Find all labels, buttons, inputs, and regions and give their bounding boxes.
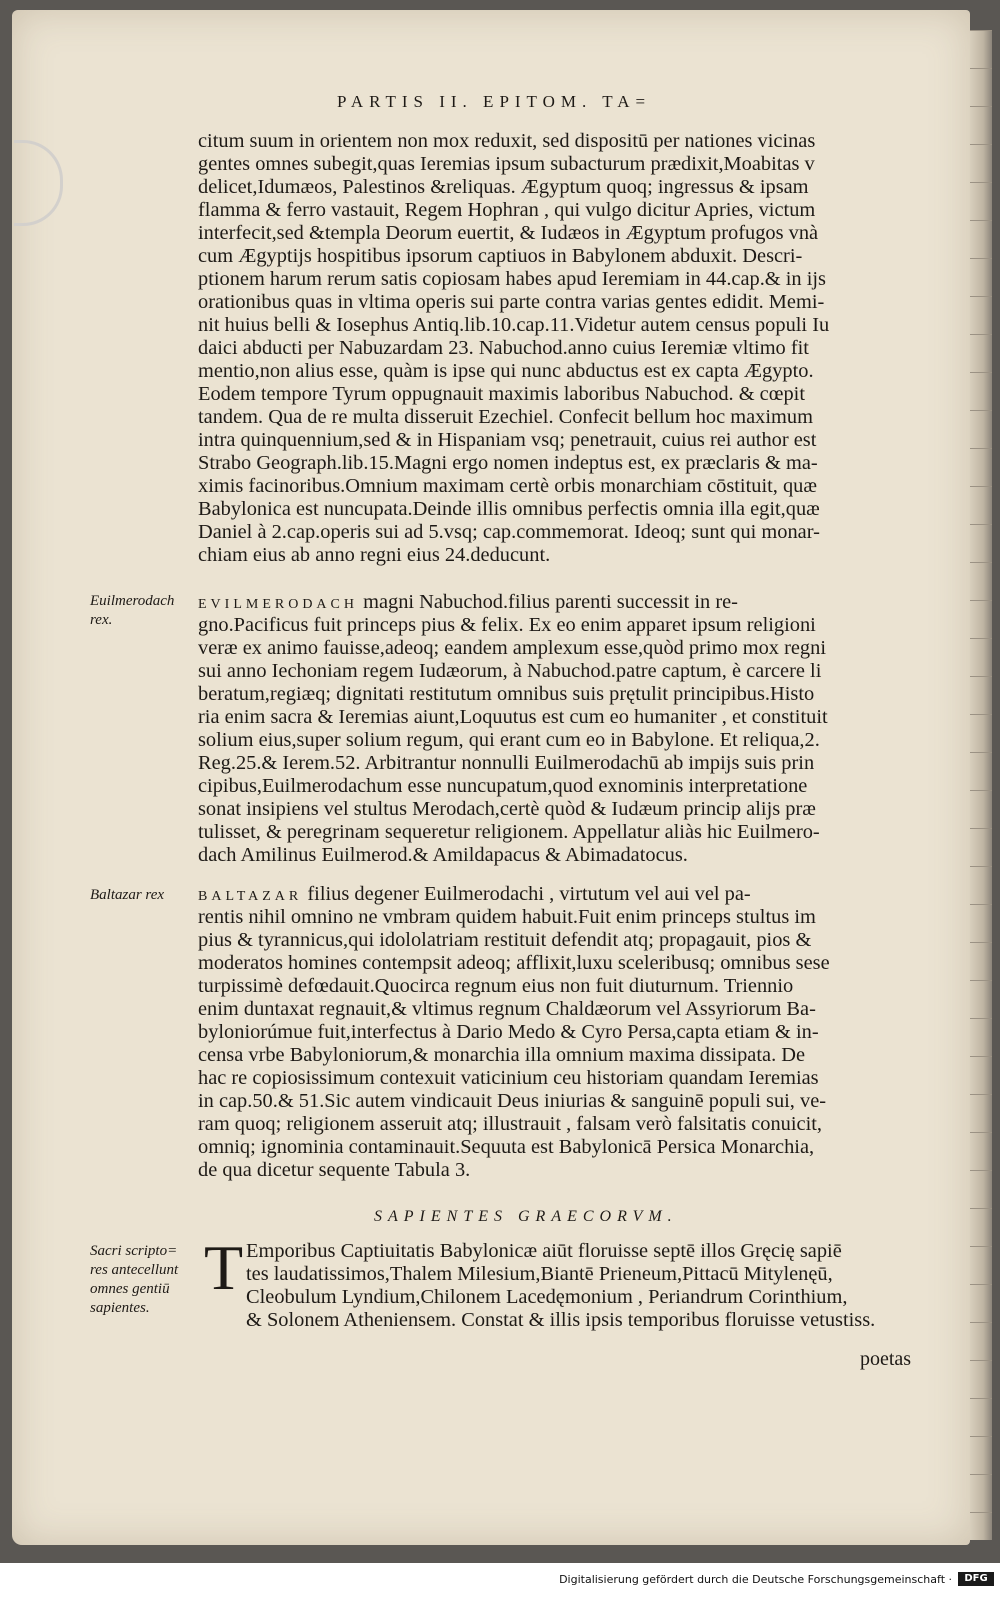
page-edge-line (970, 714, 992, 715)
text-line: dach Amilinus Euilmerod.& Amildapacus & Abimadatocus. (198, 844, 688, 866)
margin-note-line: Euilmerodach (90, 593, 175, 609)
page-edge-line (970, 220, 992, 221)
text-line: Daniel à 2.cap.operis sui ad 5.vsq; cap.commemorat. Ideoq; sunt qui monar- (198, 521, 820, 543)
margin-note-sacri (90, 1242, 200, 1318)
page-edge-line (970, 828, 992, 829)
text-line: pius & tyrannicus,qui idololatriam restituit defendit atq; propagauit, pios & (198, 929, 812, 951)
margin-note-line: rex. (90, 612, 113, 628)
text-line: beratum,regiæq; dignitati restitutum omnibus suis prętulit principibus.Histo (198, 683, 815, 705)
text-line: moderatos homines contempsit adeoq; afflixit,luxu sceleribusq; omnibus sese (198, 952, 830, 974)
page-edge-line (970, 334, 992, 335)
page-edge-line (970, 980, 992, 981)
text-line: cipibus,Euilmerodachum esse nuncupatum,quod exnominis interpretatione (198, 775, 808, 797)
text-line: citum suum in orientem non mox reduxit, sed dispositū per nationes vicinas (198, 130, 816, 152)
page-edge-line (970, 1056, 992, 1057)
page-edge-stack (970, 30, 992, 1540)
text-line: interfecit,sed &templa Deorum euertit, & Iudæos in Ægyptum profugos vnà (198, 222, 819, 244)
text-line: omniq; ignominia contaminauit.Sequuta est Babylonicā Persica Monarchia, (198, 1136, 815, 1158)
text-line: sonat insipiens vel stultus Merodach,certè quòd & Iudæum princip alijs præ (198, 798, 816, 820)
page-edge-line (970, 524, 992, 525)
page-edge-line (970, 676, 992, 677)
page-edge-line (970, 1436, 992, 1437)
text-block-1 (198, 130, 922, 567)
line-text: filius degener Euilmerodachi , virtutum vel aui vel pa- (302, 883, 751, 905)
paragraph-first-line (198, 883, 922, 906)
page-edge-line (970, 1360, 992, 1361)
margin-note-baltazar (90, 886, 200, 905)
margin-note-line: Sacri scripto= (90, 1243, 178, 1259)
page-edge-line (970, 1322, 992, 1323)
page-edge-line (970, 562, 992, 563)
footer-bar (0, 1563, 1000, 1598)
page-edge-line (970, 638, 992, 639)
page-edge-line (970, 1398, 992, 1399)
text-line: gentes omnes subegit,quas Ieremias ipsum subacturum prædixit,Moabitas v (198, 153, 815, 175)
text-line: cum Ægyptijs hospitibus ipsorum captiuos in Babylonem abduxit. Descri- (198, 245, 803, 267)
page-edge-line (970, 410, 992, 411)
text-line: Babylonica est nuncupata.Deinde illis omnibus perfectis omnia illa egit,quæ (198, 498, 820, 520)
text-line: mentio,non alius esse, quàm is ipse qui nunc abductus est ex capta Ægypto. (198, 360, 814, 382)
page-edge-line (970, 68, 992, 69)
page-edge-line (970, 258, 992, 259)
margin-note-line: Baltazar rex (90, 887, 165, 903)
text-line: veræ ex animo fauisse,adeoq; eandem amplexum esse,quòd primo mox regni (198, 637, 826, 659)
text-line: nit huius belli & Iosephus Antiq.lib.10.cap.11.Videtur autem census populi Iu (198, 314, 830, 336)
text-line: tandem. Qua de re multa disseruit Ezechiel. Confecit bellum hoc maximum (198, 406, 813, 428)
paragraph-first-line (198, 591, 922, 614)
page-edge-line (970, 600, 992, 601)
page-edge-line (970, 790, 992, 791)
text-line: Cleobulum Lyndium,Chilonem Lacedęmonium , Periandrum Corinthium, (246, 1286, 848, 1308)
text-line: tulisset, & peregrinam sequeretur religionem. Appellatur aliàs hic Euilmero- (198, 821, 820, 843)
page-edge-line (970, 1018, 992, 1019)
catchword: poetas (860, 1348, 912, 1370)
text-line: byloniorúmue fuit,interfectus à Dario Medo & Cyro Persa,capta etiam & in- (198, 1021, 819, 1043)
text-line: gno.Pacificus fuit princeps pius & felix. Ex eo enim apparet ipsum religioni (198, 614, 816, 636)
page-edge-line (970, 182, 992, 183)
text-line: Reg.25.& Ierem.52. Arbitrantur nonnulli Euilmerodachū ab impijs suis prin (198, 752, 815, 774)
text-line: censa vrbe Babyloniorum,& monarchia illa omnium maxima dissipata. De (198, 1044, 806, 1066)
running-header: PARTIS II. EPITOM. TA= (337, 92, 652, 111)
page-edge-line (970, 1170, 992, 1171)
text-block-euilmerodach (198, 591, 922, 867)
page-edge-line (970, 486, 992, 487)
text-line: intra quinquennium,sed & in Hispaniam vsq; penetrauit, cuius rei author est (198, 429, 817, 451)
text-line: ram quoq; religionem asseruit atq; illustrauit , falsam verò falsitatis conuicit, (198, 1113, 823, 1135)
text-line: Emporibus Captiuitatis Babylonicæ aiūt floruisse septē illos Gręcię sapiē (246, 1240, 842, 1262)
page-edge-line (970, 1512, 992, 1513)
page-edge-line (970, 1094, 992, 1095)
page-edge-line (970, 106, 992, 107)
text-line: orationibus quas in vltima operis sui parte contra varias gentes edidit. Memi- (198, 291, 825, 313)
page-edge-line (970, 1208, 992, 1209)
page-edge-line (970, 1474, 992, 1475)
text-line: hac re copiosissimum contexuit vaticinium ceu historiam quandam Ieremias (198, 1067, 819, 1089)
text-line: flamma & ferro vastauit, Regem Hophran , qui vulgo dicitur Apries, victum (198, 199, 816, 221)
page-edge-line (970, 866, 992, 867)
margin-note-euilmerodach (90, 592, 200, 630)
text-line: delicet,Idumæos, Palestinos &reliquas. Ægyptum quoq; ingressus & ipsam (198, 176, 809, 198)
text-block-sapientes (246, 1240, 926, 1332)
page-edge-line (970, 752, 992, 753)
text-line: solium eius,super solium regum, qui erant cum eo in Babylone. Et reliqua,2. (198, 729, 820, 751)
text-line: sui anno Iechoniam regem Iudæorum, à Nabuchod.patre captum, è carcere li (198, 660, 822, 682)
page-edge-line (970, 30, 992, 31)
page-edge-line (970, 904, 992, 905)
text-block-baltazar (198, 883, 922, 1182)
text-line: Strabo Geograph.lib.15.Magni ergo nomen indeptus est, ex præclaris & ma- (198, 452, 818, 474)
page-edge-line (970, 296, 992, 297)
text-line: Eodem tempore Tyrum oppugnauit maximis laboribus Nabuchod. & cœpit (198, 383, 805, 405)
page-edge-line (970, 942, 992, 943)
paragraph-lines (198, 906, 922, 1182)
text-line: ptionem harum rerum satis copiosam habes apud Ieremiam in 44.cap.& in ijs (198, 268, 826, 290)
page-edge-line (970, 1132, 992, 1133)
text-line: tes laudatissimos,Thalem Milesium,Biantē Prieneum,Pittacū Mitylenęū, (246, 1263, 833, 1285)
text-line: ria enim sacra & Ieremias aiunt,Loquutus est cum eo humaniter , et constituit (198, 706, 828, 728)
page-edge-line (970, 372, 992, 373)
page-edge-line (970, 1246, 992, 1247)
paragraph-lines (198, 614, 922, 867)
footer-credit: Digitalisierung gefördert durch die Deutsche Forschungsgemeinschaft · (559, 1573, 952, 1586)
page-edge-line (970, 144, 992, 145)
page-edge-line (970, 448, 992, 449)
text-line: rentis nihil omnino ne vmbram quidem habuit.Fuit enim princeps stultus im (198, 906, 816, 928)
text-line: in cap.50.& 51.Sic autem vindicauit Deus iniurias & sanguinē populi sui, ve- (198, 1090, 827, 1112)
line-text: magni Nabuchod.filius parenti successit in re- (358, 591, 738, 613)
text-line: daici abducti per Nabuzardam 23. Nabuchod.anno cuius Ieremiæ vltimo fit (198, 337, 809, 359)
section-title: SAPIENTES GRAECORVM. (374, 1208, 678, 1225)
page-edge-line (970, 1284, 992, 1285)
text-line: enim duntaxat regnauit,& vltimus regnum Chaldæorum vel Assyriorum Ba- (198, 998, 816, 1020)
text-line: de qua dicetur sequente Tabula 3. (198, 1159, 471, 1181)
text-line: & Solonem Atheniensem. Constat & illis ipsis temporibus floruisse vetustiss. (246, 1309, 876, 1331)
text-line: ximis facinoribus.Omnium maximam certè orbis monarchiam cōstituit, quæ (198, 475, 817, 497)
drop-capital: T (204, 1232, 244, 1303)
name-small-caps: BALTAZAR (198, 889, 303, 904)
margin-note-line: res antecellunt (90, 1262, 179, 1278)
text-line: turpissimè defœdauit.Quocirca regnum eius non fuit diuturnum. Triennio (198, 975, 794, 997)
margin-note-line: sapientes. (90, 1300, 150, 1316)
text-line: chiam eius ab anno regni eius 24.deducunt. (198, 544, 551, 566)
dfg-logo: DFG (958, 1572, 994, 1586)
name-small-caps: EVILMERODACH (198, 597, 358, 612)
margin-note-line: omnes gentiū (90, 1281, 170, 1297)
